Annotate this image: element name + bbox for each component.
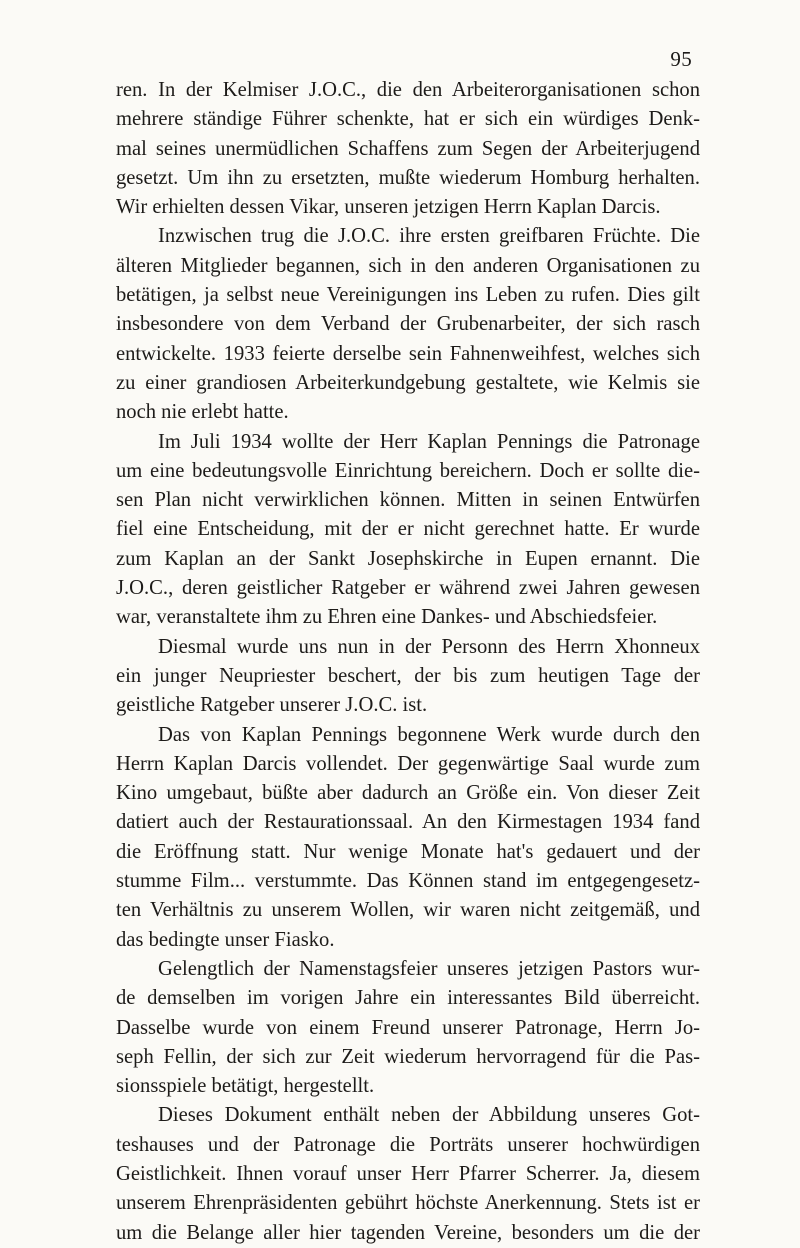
- text-line: um eine bedeutungsvolle Einrichtung bereichern. Doch er sollte die-: [116, 459, 700, 482]
- text-line: sionsspiele betätigt, hergestellt.: [116, 1075, 375, 1098]
- text-line: fiel eine Entscheidung, mit der er nicht gerechnet hatte. Er wurde: [116, 518, 700, 541]
- text-line: Im Juli 1934 wollte der Herr Kaplan Pennings die Patronage: [158, 430, 700, 453]
- text-line: noch nie erlebt hatte.: [116, 401, 289, 424]
- text-line: Herrn Kaplan Darcis vollendet. Der gegenwärtige Saal wurde zum: [116, 752, 700, 775]
- text-line: Wir erhielten dessen Vikar, unseren jetzigen Herrn Kaplan Darcis.: [116, 196, 661, 219]
- text-line: Gelengtlich der Namenstagsfeier unseres jetzigen Pastors wur-: [158, 957, 700, 980]
- text-line: Inzwischen trug die J.O.C. ihre ersten greifbaren Früchte. Die: [158, 225, 700, 248]
- text-line: älteren Mitglieder begannen, sich in den anderen Organisationen zu: [116, 254, 700, 277]
- text-line: Dieses Dokument enthält neben der Abbildung unseres Got-: [158, 1104, 700, 1127]
- text-line: Dasselbe wurde von einem Freund unserer Patronage, Herrn Jo-: [116, 1016, 700, 1039]
- text-line: stumme Film... verstummte. Das Können stand im entgegengesetz-: [116, 870, 700, 893]
- text-line: um die Belange aller hier tagenden Vereine, besonders um die der: [116, 1221, 700, 1244]
- text-line: war, veranstaltete ihm zu Ehren eine Dankes- und Abschiedsfeier.: [116, 606, 658, 629]
- text-line: de demselben im vorigen Jahre ein interessantes Bild überreicht.: [116, 987, 700, 1010]
- text-line: ein junger Neupriester beschert, der bis zum heutigen Tage der: [116, 664, 700, 687]
- text-line: ten Verhältnis zu unserem Wollen, wir waren nicht zeitgemäß, und: [116, 899, 700, 922]
- text-line: datiert auch der Restaurationssaal. An den Kirmestagen 1934 fand: [116, 811, 700, 834]
- text-line: entwickelte. 1933 feierte derselbe sein Fahnenweihfest, welches sich: [116, 342, 700, 365]
- text-line: die Eröffnung statt. Nur wenige Monate hat's gedauert und der: [116, 840, 700, 863]
- text-line: gesetzt. Um ihn zu ersetzten, mußte wiederum Homburg herhalten.: [116, 166, 700, 189]
- text-line: geistliche Ratgeber unserer J.O.C. ist.: [116, 694, 428, 717]
- text-line: betätigen, ja selbst neue Vereinigungen ins Leben zu rufen. Dies gilt: [116, 284, 700, 307]
- text-line: Geistlichkeit. Ihnen vorauf unser Herr Pfarrer Scherrer. Ja, diesem: [116, 1162, 700, 1185]
- text-line: Diesmal wurde uns nun in der Personn des Herrn Xhonneux: [158, 635, 700, 658]
- text-line: insbesondere von dem Verband der Grubenarbeiter, der sich rasch: [116, 313, 700, 336]
- text-line: Kino umgebaut, büßte aber dadurch an Größe ein. Von dieser Zeit: [116, 782, 700, 805]
- text-line: mehrere ständige Führer schenkte, hat er sich ein würdiges Denk-: [116, 108, 700, 131]
- text-line: das bedingte unser Fiasko.: [116, 928, 335, 951]
- page-number: 95: [670, 47, 692, 71]
- text-line: mal seines unermüdlichen Schaffens zum Segen der Arbeiterjugend: [116, 137, 700, 160]
- text-line: J.O.C., deren geistlicher Ratgeber er während zwei Jahren gewesen: [116, 577, 700, 600]
- text-line: teshauses und der Patronage die Porträts unserer hochwürdigen: [116, 1133, 700, 1156]
- text-line: zu einer grandiosen Arbeiterkundgebung gestaltete, wie Kelmis sie: [116, 371, 700, 394]
- body-text: [116, 76, 700, 1248]
- text-line: seph Fellin, der sich zur Zeit wiederum hervorragend für die Pas-: [116, 1045, 700, 1068]
- text-line: unserem Ehrenpräsidenten gebührt höchste Anerkennung. Stets ist er: [116, 1192, 700, 1215]
- text-line: ren. In der Kelmiser J.O.C., die den Arbeiterorganisationen schon: [116, 79, 700, 101]
- text-line: zum Kaplan an der Sankt Josephskirche in Eupen ernannt. Die: [116, 547, 700, 570]
- text-line: sen Plan nicht verwirklichen können. Mitten in seinen Entwürfen: [116, 489, 700, 512]
- text-line: Das von Kaplan Pennings begonnene Werk wurde durch den: [158, 723, 700, 746]
